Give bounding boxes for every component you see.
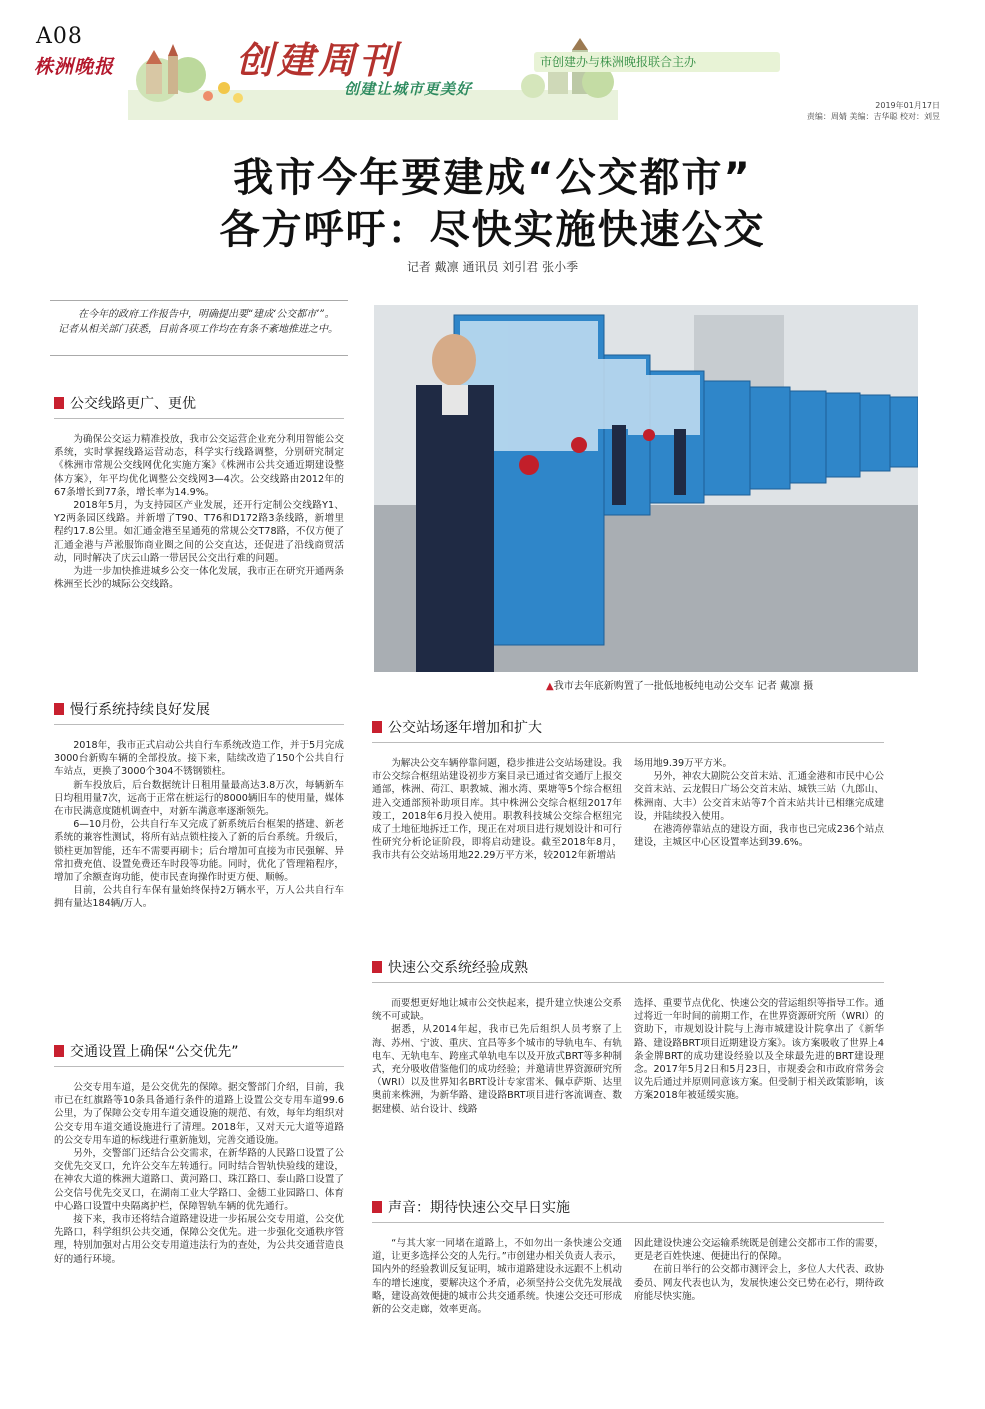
paragraph: 在前日举行的公交都市测评会上，多位人大代表、政协委员、网友代表也认为，发展快速公交已势在必行，期待政府能尽快实施。: [634, 1264, 884, 1302]
section-slow-traffic: [54, 700, 344, 911]
section-bus-priority: [54, 1042, 344, 1266]
paragraph: 为确保公交运力精准投放，我市公交运营企业充分利用智能公交系统，实时掌握线路运营动态，科学实行线路调整，分别研究制定《株洲市常规公交线网优化实施方案》《株洲市公共交通近期建设整体方案》，年平均优化调整公交线网3—4次。公交线路由2012年的67条增长到77条，增长率为14.9%。: [54, 434, 344, 498]
section-heading: [372, 718, 884, 738]
section-bus-routes: [54, 394, 344, 591]
section-heading: [54, 394, 344, 414]
bus-photo: [374, 305, 918, 672]
paragraph: 2018年，我市正式启动公共自行车系统改造工作，并于5月完成3000台新购车辆的全部投放。接下来，陆续改造了150个公共自行车站点，更换了3000个304不锈钢锁柱。: [54, 740, 344, 778]
caption-triangle-icon: ▲: [546, 681, 554, 692]
section-heading-text: 快速公交系统经验成熟: [388, 960, 528, 976]
paragraph: “与其大家一同堵在道路上，不如勿出一条快速公交通道，让更多选择公交的人先行。”市创建办相关负责人表示，国内外的经验教训反复证明，城市道路建设永远跟不上机动车的增长速度，要解决这个矛盾，必须坚持公交优先发展战略，建设高效便捷的城市公共交通系统。快速公交还可形成新的公交走廊，效率更高。: [372, 1238, 622, 1316]
section-marker-icon: [372, 721, 382, 733]
section-heading: [54, 1042, 344, 1062]
column-left: [372, 997, 622, 1116]
newspaper-name: 株洲晚报: [34, 56, 115, 78]
section-heading: [372, 958, 884, 978]
section-voices: [372, 1198, 884, 1316]
union-tag: 市创建办与株洲晚报联合主办: [534, 52, 780, 72]
section-heading-text: 交通设置上确保“公交优先”: [70, 1044, 239, 1060]
column-left: [372, 1237, 622, 1316]
section-marker-icon: [54, 397, 64, 409]
caption-text: 我市去年底新购置了一批低地板纯电动公交车 记者 戴凛 摄: [553, 681, 814, 692]
paragraph: 另外，神农大剧院公交首末站、汇通金港和市民中心公交首末站、云龙假日广场公交首末站、城铁三站（九郎山、株洲南、大丰）公交首末站等7个首末站共计已相继完成建设，并陆续投入使用。: [634, 771, 884, 822]
section-rule: [54, 724, 344, 725]
section-marker-icon: [372, 961, 382, 973]
section-heading: [372, 1198, 884, 1218]
paragraph: 因此建设快速公交运输系统既是创建公交都市工作的需要，更是老百姓快速、便捷出行的保障。: [634, 1238, 884, 1263]
page-number: A08: [36, 24, 83, 49]
paragraph: 公交专用车道，是公交优先的保障。据交警部门介绍，目前，我市已在红旗路等10条具备通行条件的道路上设置公交专用车道99.6公里，为了保障公交专用车道交通设施的规范、有效，每年均组织对公交专用车道交通设施进行了清理。2018年，又对天元大道等道路的公交专用车道的标线进行重新施划，完善交通设施。: [54, 1082, 344, 1146]
section-rule: [54, 418, 344, 419]
section-heading: [54, 700, 344, 720]
paragraph: 目前，公共自行车保有量始终保持2万辆水平，万人公共自行车拥有量达184辆/万人。: [54, 885, 344, 910]
section-marker-icon: [54, 1045, 64, 1057]
headline-line1: 我市今年要建成“公交都市”: [233, 155, 752, 201]
section-heading-text: 声音：期待快速公交早日实施: [388, 1200, 570, 1216]
paragraph: 6—10月份，公共自行车又完成了新系统后台框架的搭建、新老系统的兼容性测试，将所有站点锁柱接入了新的后台系统。升级后，锁柱更加智能，还车不需要再刷卡；后台增加可直接为市民强解、异常扣费充值、设置免费还车时段等功能。同时，优化了管理箱程序，增加了余额查询功能，使市民查询操作时更方便、顺畅。: [54, 819, 344, 884]
bus-photo-illustration: [374, 305, 918, 672]
headline-line2: 各方呼吁：尽快实施快速公交: [219, 207, 766, 253]
weekly-subtitle: 创建让城市更美好: [344, 80, 473, 98]
column-left: [372, 757, 622, 863]
section-rule: [54, 1066, 344, 1067]
paragraph: 为进一步加快推进城乡公交一体化发展，我市正在研究开通两条株洲至长沙的城际公交线路。: [54, 566, 344, 591]
section-marker-icon: [54, 703, 64, 715]
weekly-title: 创建周刊: [236, 39, 400, 82]
column-right: [634, 757, 884, 863]
issue-date: 2019年01月17日: [875, 101, 940, 110]
paragraph: 据悉，从2014年起，我市已先后组织人员考察了上海、苏州、宁波、重庆、宜昌等多个城市的导轨电车、有轨电车、无轨电车、跨座式单轨电车以及开放式BRT等多种制式，充分吸收借鉴他们的成功经验；并邀请世界资源研究所（WRI）以及世界知名BRT设计专家雷米、佩卓萨斯、达里奥前来株洲，为新华路、建设路BRT项目进行客流调查、数据建模、站台设计、线路: [372, 1024, 622, 1115]
section-rule: [372, 742, 884, 743]
column-right: [634, 1237, 884, 1316]
editors-credit: 责编：周婧 美编：吉华聪 校对：刘昱: [806, 112, 940, 121]
paragraph: 为解决公交车辆停靠问题，稳步推进公交站场建设。我市公交综合枢纽站建设初步方案目录已通过省交通厅上报交通部，株洲、荷江、职教城、湘水湾、栗塘等5个综合枢纽进入交通部预补助项目库。其中株洲公交综合枢纽2017年竣工，2018年6月投入使用。职教科技城公交综合枢纽完成了土地征地拆迁工作，现正在对项目进行规划设计和可行性研究分析论证阶段，即将启动建设。截至2018年8月，我市共有公交站场用地22.29万平方米，较2012年新增站: [372, 758, 622, 862]
section-brt: [372, 958, 884, 1116]
photo-caption: [546, 677, 813, 692]
paragraph: 接下来，我市还将结合道路建设进一步拓展公交专用道，公交优先路口，科学组织公共交通，保障公交优先。进一步强化交通秩序管理，特别加强对占用公交专用道违法行为的查处，为公共交通营造良好的通行环境。: [54, 1214, 344, 1265]
paragraph: 而要想更好地让城市公交快起来，提升建立快速公交系统不可或缺。: [372, 998, 622, 1023]
paragraph: 场用地9.39万平方米。: [634, 758, 733, 769]
section-bus-stations: [372, 718, 884, 863]
paragraph: 另外，交警部门还结合公交需求，在新华路的人民路口设置了公交优先交叉口，允许公交车左转通行。同时结合智轨快验线的建设，在神农大道的株洲大道路口、黄河路口、珠江路口、泰山路口设置了公交信号优先交叉口，在湖南工业大学路口、金德工业园路口、体育中心路口设置中央隔离护栏，保障智轨车辆的优先通行。: [54, 1148, 344, 1212]
section-rule: [372, 982, 884, 983]
section-marker-icon: [372, 1201, 382, 1213]
paragraph: 在港湾停靠站点的建设方面，我市也已完成236个站点建设，主城区中心区设置率达到39.6%。: [634, 824, 884, 849]
section-rule: [372, 1222, 884, 1223]
paragraph: 新车投放后，后台数据统计日租用量最高达3.8万次，每辆新车日均租用量7次，远高于正常在桩运行的8000辆旧车的使用量，媒体在市民满意度随机调查中，对新车满意率逐渐领先。: [54, 779, 344, 818]
section-heading-text: 公交线路更广、更优: [70, 396, 196, 412]
section-heading-text: 公交站场逐年增加和扩大: [388, 720, 542, 736]
byline: 记者 戴凛 通讯员 刘引君 张小季: [406, 260, 579, 274]
column-right: [634, 997, 884, 1116]
paragraph: 选择、重要节点优化、快速公交的营运组织等指导工作。通过将近一年时间的前期工作，在世界资源研究所（WRI）的资助下，市规划设计院与上海市城建设计院拿出了《新华路、建设路BRT项目近期建设方案》。该方案吸收了世界上4条金牌BRT的成功建设经验以及全球最先进的BRT建设理念。2017年5月2日和5月23日，市规委会和市政府常务会议先后通过并原则同意该方案。但受制于相关政策影响，该方案2018年被延缓实施。: [634, 998, 884, 1102]
section-heading-text: 慢行系统持续良好发展: [70, 702, 210, 718]
paragraph: 2018年5月，为支持园区产业发展，还开行定制公交线路Y1、Y2两条园区线路。并新增了T90、T76和D172路3条线路，新增里程约17.8公里。如汇通金港至星通苑的常规公交T78路，不仅方便了汇通金港与芦淞服饰商业圈之间的公交直达，还促进了沿线商贸活动，同时解决了庆云山路一带居民公交出行难的问题。: [54, 500, 344, 564]
lead-paragraph: 在今年的政府工作报告中，明确提出要“建成‘公交都市’”。记者从相关部门获悉，目前各项工作均在有条不紊地推进之中。: [58, 309, 338, 335]
